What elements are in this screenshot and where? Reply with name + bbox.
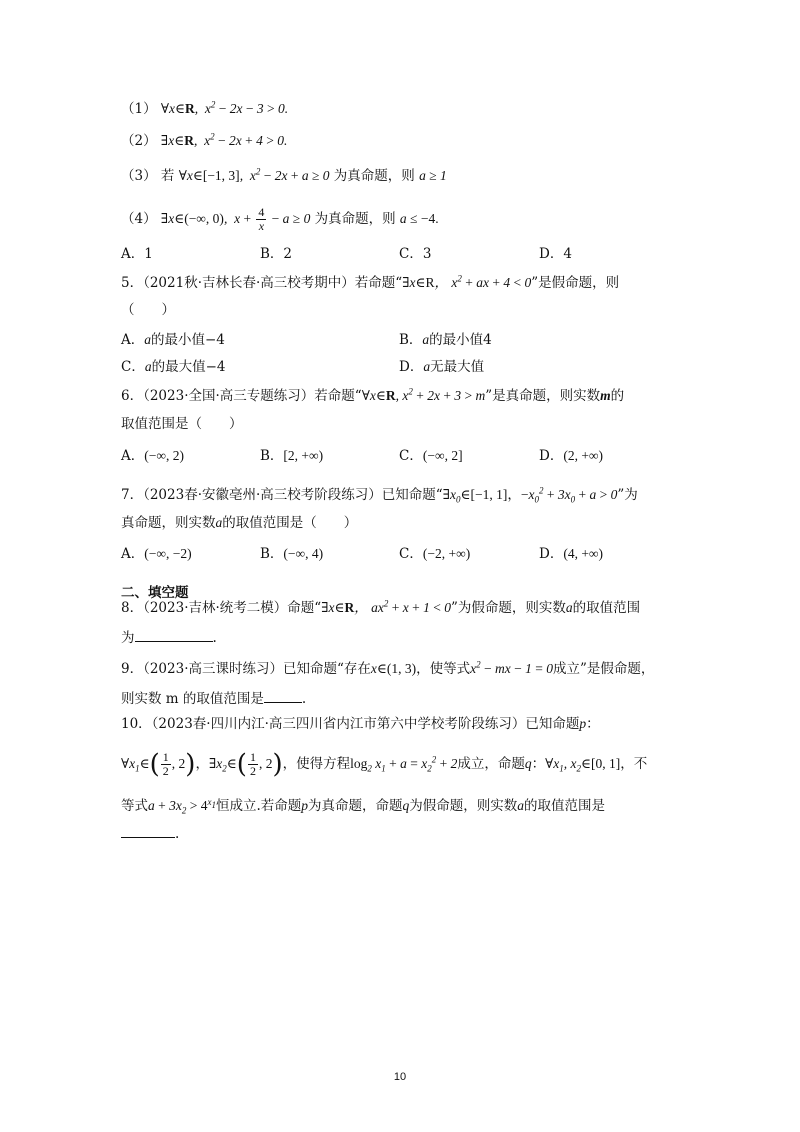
option-letter: B． (399, 332, 423, 348)
q6-option-a[interactable]: A．(−∞, 2) (121, 448, 184, 464)
question-text: 为假命题，则实数 (409, 798, 518, 814)
option-letter: D． (539, 448, 564, 464)
question-text: 10．（2023春·四川内江·高三四川省内江市第六中学校考阶段练习）已知命题 (121, 716, 580, 732)
question-7-stem: 7．（2023春·安徽亳州·高三校考阶段练习）已知命题“$\exists x_0\in[-1$, 1]，$-x_0^2 + 3x_0 + a > 0$”为 (121, 485, 638, 505)
statement-label: （2） (121, 133, 157, 149)
question-text: ： (531, 756, 546, 772)
question-text: ， (195, 756, 209, 772)
question-text: 成立，命题 (457, 756, 525, 772)
question-text: 的取值范围 (572, 600, 641, 616)
statement-label: （1） (121, 101, 157, 117)
question-text: 为真命题，命题 (308, 798, 403, 814)
statement-4: （4） ∃x∈(−∞, 0), x + $\frac{4}{x}$ − a ≥ 0 为真命题，则 a ≤ −4. (121, 205, 439, 233)
option-letter: A． (121, 546, 145, 562)
section-heading: 二、填空题 (121, 585, 189, 601)
question-text: 恒成立.若命题 (216, 798, 302, 814)
question-6-line2: 取值范围是（ ） (121, 416, 243, 432)
option-letter: B． (260, 546, 284, 562)
q5-option-d[interactable]: D．a无最大值 (399, 359, 485, 375)
q4-option-b[interactable]: B．2 (260, 246, 293, 262)
q6-option-c[interactable]: C．(−∞, 2] (399, 448, 463, 464)
option-text: 的最大值 (151, 359, 206, 375)
statement-label: （3） (121, 168, 157, 184)
question-6-stem: 6．（2023·全国·高三专题练习）若命题“∀x∈R, $x^2 + 2x + 3 > m$”是真命题，则实数m的 (121, 386, 625, 404)
question-text: ，不 (620, 756, 648, 772)
question-5-stem: 5．（2021秋·吉林长春·高三校考期中）若命题“∃x∈R， $x^2$ + ax + 4 < 0”是假命题，则 (121, 273, 620, 291)
fraction: $\frac{1}{2}$ (162, 750, 169, 778)
question-text: ”为 (617, 487, 638, 503)
option-letter: C． (121, 359, 145, 375)
page-number: 10 (393, 1071, 407, 1083)
question-text: . (175, 826, 180, 842)
statement-label: （4） (121, 211, 157, 227)
question-10-line4 (121, 823, 179, 844)
option-letter: C． (399, 546, 423, 562)
answer-blank[interactable] (264, 688, 302, 703)
statement-text: 若 (160, 168, 175, 184)
option-letter: D． (399, 359, 424, 375)
question-text: 5．（2021秋·吉林长春·高三校考期中）若命题“ (121, 275, 403, 291)
q7-option-b[interactable]: B．(−∞, 4) (260, 546, 324, 562)
question-10-line3: 等式$a + 3x_2 > 4^{x_1}$恒成立.若命题p为真命题，命题q为假命题，则实数a的取值范围是 (121, 796, 606, 816)
option-text: 的最小值 (429, 332, 484, 348)
question-text: 为 (121, 630, 135, 646)
question-text: ，使得方程 (282, 756, 351, 772)
question-5-paren: （ ） (121, 302, 175, 318)
question-10-stem: 10．（2023春·四川内江·高三四川省内江市第六中学校考阶段练习）已知命题p： (121, 716, 600, 732)
question-text: 的取值范围是（ ） (222, 515, 358, 531)
question-text: ”是假命题，则 (531, 275, 620, 291)
q4-option-a[interactable]: A．1 (121, 246, 153, 262)
statement-2: （2） ∃x∈R, $x^2 - 2x + 4 > 0$. (121, 131, 288, 149)
option-text: 的最小值 (151, 332, 205, 348)
option-text: 无最大值 (430, 359, 485, 375)
fraction: $\frac{1}{2}$ (249, 750, 256, 778)
q4-option-d[interactable]: D．4 (539, 246, 572, 262)
question-text: 则实数 m 的取值范围是 (121, 691, 264, 707)
question-text: ，使等式 (416, 661, 471, 677)
option-letter: A． (121, 448, 145, 464)
fraction: $\frac{4}{x}$ (258, 205, 265, 233)
q6-option-b[interactable]: B．[2, +∞) (260, 448, 324, 464)
answer-blank[interactable] (121, 823, 175, 838)
question-text: 等式 (121, 798, 148, 814)
q7-option-a[interactable]: A．(−∞, −2) (121, 546, 192, 562)
q6-option-d[interactable]: D．(2, +∞) (539, 448, 604, 464)
question-8-stem: 8．（2023·吉林·统考二模）命题“∃x∈R， $ax^2 + x + 1 < 0$”为假命题，则实数a的取值范围 (121, 598, 641, 616)
option-letter: D． (539, 546, 564, 562)
statement-3: （3） 若 ∀x∈[−1, 3], $x^2 - 2x + a \ge 0$ 为真命题，则 a ≥ 1 (121, 166, 447, 184)
question-text: 8．（2023·吉林·统考二模）命题“ (121, 600, 322, 616)
q7-option-d[interactable]: D．(4, +∞) (539, 546, 604, 562)
q5-option-a[interactable]: A．a的最小值−4 (121, 332, 225, 348)
question-8-line2 (121, 627, 217, 648)
question-text: . (212, 630, 217, 646)
q5-option-c[interactable]: C．a的最大值−4 (121, 359, 226, 375)
statement-1: （1） ∀x∈R, $x^2 - 2x - 3 > 0$. (121, 99, 289, 117)
question-text: ”是真命题，则实数 (485, 388, 601, 404)
question-text: 6．（2023·全国·高三专题练习）若命题“ (121, 388, 362, 404)
question-text: 成立”是假命题， (553, 661, 655, 677)
question-9-line2 (121, 688, 306, 709)
q5-option-b[interactable]: B．a的最小值4 (399, 332, 492, 348)
question-text: 的 (610, 388, 625, 404)
question-9-stem: 9．（2023·高三课时练习）已知命题“存在x∈(1, 3)，使等式$x^2$ − mx − 1 = 0成立”是假命题， (121, 659, 655, 677)
question-text: 真命题，则实数 (121, 515, 216, 531)
question-text: 9．（2023·高三课时练习）已知命题“存在 (121, 661, 371, 677)
question-10-line2: $\forall x_1\in$( $\frac{1}{2}$ , 2)，$\exists x_2\in$( $\frac{1}{2}$ , 2)，使得方程$\log_2 x_1 + a = x_2^2 + 2$成立，命题q：$\forall x_1$, $x_2\in[0$, 1]，不 (121, 749, 648, 780)
question-text: . (301, 691, 307, 707)
q4-option-c[interactable]: C．3 (399, 246, 432, 262)
option-letter: B． (260, 448, 284, 464)
answer-blank[interactable] (135, 627, 213, 642)
statement-text: 为真命题，则 (333, 168, 415, 184)
question-7-line2: 真命题，则实数a的取值范围是（ ） (121, 515, 358, 531)
question-text: 的取值范围是 (524, 798, 606, 814)
statement-text: 为真命题，则 (314, 211, 396, 227)
question-text: ”为假命题，则实数 (451, 600, 566, 616)
option-letter: C． (399, 448, 423, 464)
q7-option-c[interactable]: C．(−2, +∞) (399, 546, 471, 562)
option-letter: A． (121, 332, 145, 348)
question-text: 7．（2023春·安徽亳州·高三校考阶段练习）已知命题“ (121, 487, 443, 503)
